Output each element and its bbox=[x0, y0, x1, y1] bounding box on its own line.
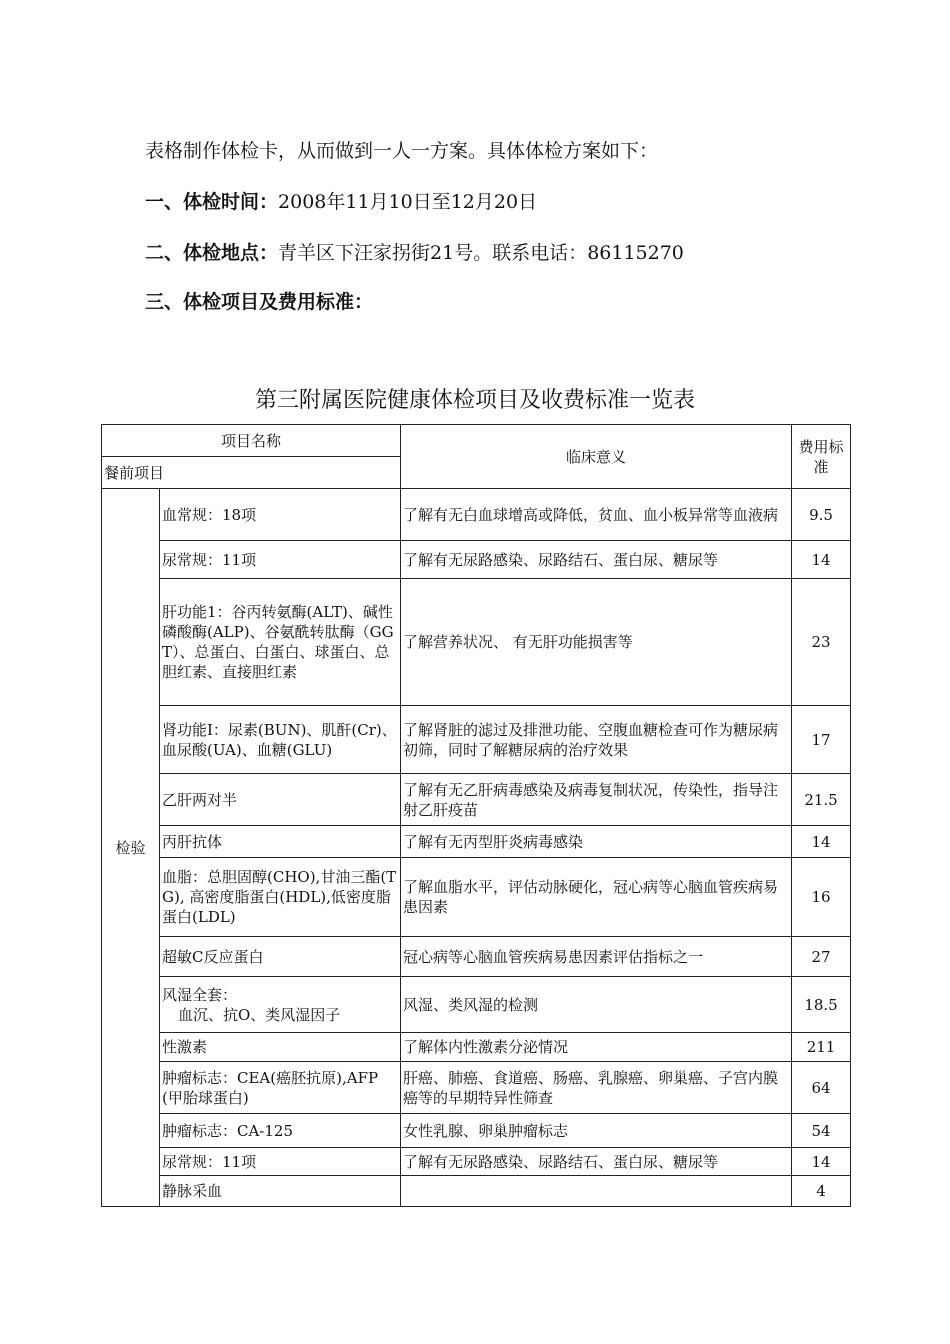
table-row bbox=[102, 774, 851, 826]
table-row bbox=[102, 1033, 851, 1062]
row-item-name: 肝功能1：谷丙转氨酶(ALT)、碱性磷酸酶(ALP)、谷氨酰转肽酶（GGT）、总蛋白、白蛋白、球蛋白、总胆红素、直接胆红素 bbox=[160, 579, 401, 706]
row-item-name: 血常规：18项 bbox=[160, 489, 401, 541]
row-meaning: 了解血脂水平，评估动脉硬化，冠心病等心脑血管疾病易患因素 bbox=[401, 858, 792, 937]
table-row bbox=[102, 826, 851, 858]
row-fee: 9.5 bbox=[792, 489, 851, 541]
exam-place-line bbox=[145, 239, 684, 267]
intro-sentence: 表格制作体检卡，从而做到一人一方案。具体体检方案如下： bbox=[145, 140, 659, 162]
table-title: 第三附属医院健康体检项目及收费标准一览表 bbox=[254, 388, 695, 413]
row-item-name: 尿常规：11项 bbox=[160, 1148, 401, 1176]
row-fee: 23 bbox=[792, 579, 851, 706]
table-row bbox=[102, 541, 851, 579]
row-meaning: 了解有无乙肝病毒感染及病毒复制状况，传染性，指导注射乙肝疫苗 bbox=[401, 774, 792, 826]
table-row bbox=[102, 937, 851, 977]
row-meaning: 了解有无丙型肝炎病毒感染 bbox=[401, 826, 792, 858]
row-meaning: 了解肾脏的滤过及排泄功能、空腹血糖检查可作为糖尿病初筛，同时了解糖尿病的治疗效果 bbox=[401, 706, 792, 774]
row-fee: 21.5 bbox=[792, 774, 851, 826]
exam-items-label: 三、体检项目及费用标准： bbox=[145, 291, 374, 313]
table-row bbox=[102, 706, 851, 774]
header-row bbox=[102, 425, 851, 457]
row-item-name: 血脂：总胆固醇(CHO),甘油三酯(TG), 高密度脂蛋白(HDL),低密度脂蛋白(LDL) bbox=[160, 858, 401, 937]
table-row bbox=[102, 579, 851, 706]
row-item-name: 肿瘤标志：CEA(癌胚抗原),AFP(甲胎球蛋白) bbox=[160, 1062, 401, 1114]
row-fee: 4 bbox=[792, 1176, 851, 1207]
exam-time-label: 一、体检时间： bbox=[145, 191, 279, 213]
row-item-name: 静脉采血 bbox=[160, 1176, 401, 1207]
row-fee: 211 bbox=[792, 1033, 851, 1062]
row-item-name-sub: 血沉、抗O、类风湿因子 bbox=[178, 1005, 341, 1024]
table-row bbox=[102, 489, 851, 541]
row-meaning: 了解有无尿路感染、尿路结石、蛋白尿、糖尿等 bbox=[401, 541, 792, 579]
table-row bbox=[102, 1176, 851, 1207]
row-fee: 18.5 bbox=[792, 977, 851, 1033]
table-row bbox=[102, 858, 851, 937]
header-fee: 费用标准 bbox=[792, 425, 851, 489]
row-item-name: 乙肝两对半 bbox=[160, 774, 401, 826]
table-row bbox=[102, 977, 851, 1033]
row-fee: 14 bbox=[792, 826, 851, 858]
header-item-name: 项目名称 bbox=[102, 425, 401, 457]
row-item-name: 肿瘤标志：CA-125 bbox=[160, 1114, 401, 1148]
table-row bbox=[102, 1114, 851, 1148]
fee-table bbox=[101, 424, 851, 1207]
row-item-name: 性激素 bbox=[160, 1033, 401, 1062]
row-meaning: 了解有无白血球增高或降低，贫血、血小板异常等血液病 bbox=[401, 489, 792, 541]
row-meaning: 了解营养状况、 有无肝功能损害等 bbox=[401, 579, 792, 706]
row-fee: 64 bbox=[792, 1062, 851, 1114]
row-item-name-main: 风湿全套： bbox=[162, 985, 238, 1004]
row-item-name: 肾功能Ⅰ：尿素(BUN)、肌酐(Cr)、血尿酸(UA)、血糖(GLU) bbox=[160, 706, 401, 774]
row-fee: 16 bbox=[792, 858, 851, 937]
table-row bbox=[102, 1062, 851, 1114]
row-meaning: 了解有无尿路感染、尿路结石、蛋白尿、糖尿等 bbox=[401, 1148, 792, 1176]
exam-place-label: 二、体检地点： bbox=[145, 242, 279, 264]
table-row bbox=[102, 1148, 851, 1176]
header-meaning: 临床意义 bbox=[401, 425, 792, 489]
row-meaning bbox=[401, 1176, 792, 1207]
row-meaning: 肝癌、肺癌、食道癌、肠癌、乳腺癌、卵巢癌、子宫内膜癌等的早期特异性筛查 bbox=[401, 1062, 792, 1114]
row-fee: 14 bbox=[792, 1148, 851, 1176]
row-item-name: 丙肝抗体 bbox=[160, 826, 401, 858]
exam-place-value: 青羊区下汪家拐街21号。联系电话：86115270 bbox=[278, 242, 684, 264]
group-label: 检验 bbox=[102, 489, 160, 1207]
row-item-name bbox=[160, 977, 401, 1033]
row-item-name: 超敏C反应蛋白 bbox=[160, 937, 401, 977]
row-fee: 14 bbox=[792, 541, 851, 579]
row-fee: 17 bbox=[792, 706, 851, 774]
exam-items-line bbox=[145, 288, 373, 316]
exam-time-value: 2008年11月10日至12月20日 bbox=[278, 191, 538, 213]
row-meaning: 女性乳腺、卵巢肿瘤标志 bbox=[401, 1114, 792, 1148]
row-meaning: 风湿、类风湿的检测 bbox=[401, 977, 792, 1033]
row-meaning: 了解体内性激素分泌情况 bbox=[401, 1033, 792, 1062]
section-label: 餐前项目 bbox=[102, 457, 401, 489]
row-meaning: 冠心病等心脑血管疾病易患因素评估指标之一 bbox=[401, 937, 792, 977]
row-fee: 27 bbox=[792, 937, 851, 977]
row-item-name: 尿常规：11项 bbox=[160, 541, 401, 579]
row-fee: 54 bbox=[792, 1114, 851, 1148]
exam-time-line bbox=[145, 188, 537, 216]
